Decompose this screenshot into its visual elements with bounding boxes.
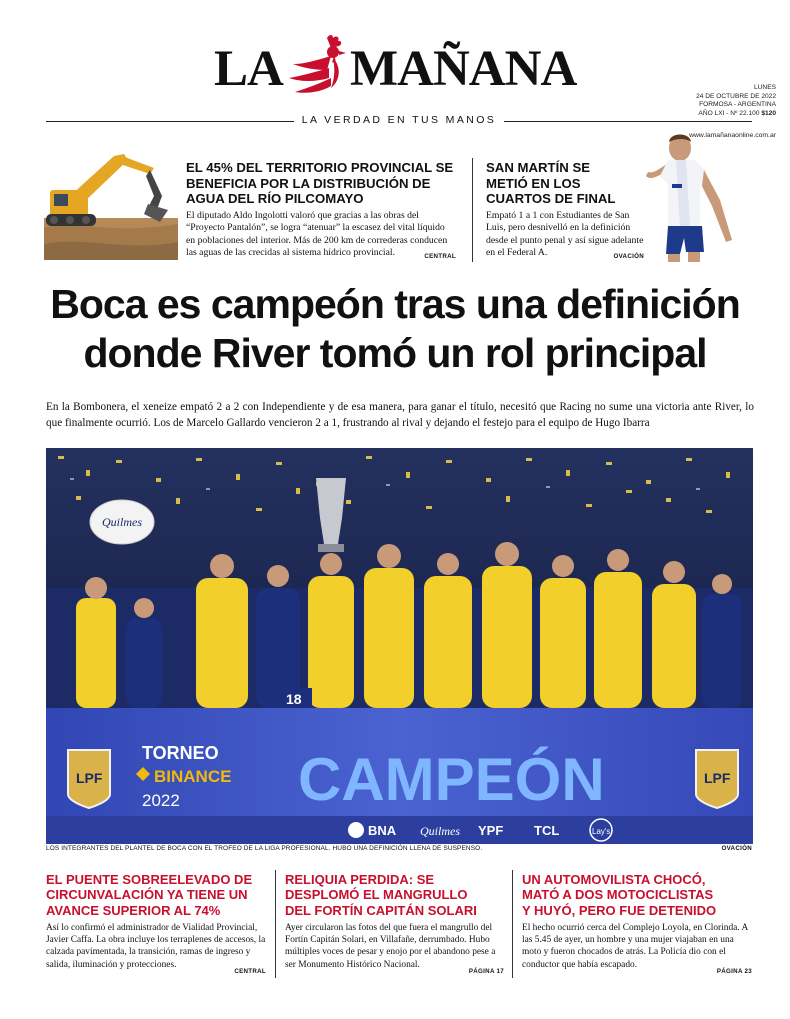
logo-text-la: LA: [214, 41, 283, 97]
issue-price: $120: [761, 109, 776, 117]
rooster-logo-icon: [287, 34, 349, 100]
lpf-logo-right: LPF: [704, 770, 731, 786]
bottom-2-title[interactable]: RELIQUIA PERDIDA: SE DESPLOMÓ EL MANGRULLO DEL FORTÍN CAPITÁN SOLARI: [285, 872, 477, 918]
tagline-row: [46, 114, 752, 130]
bottom-2-body: Ayer circularon las fotos del que fuera el mangrullo del Fortín Capitán Solari, en Villafañe, derrumbado. Hubo múltiples voces de pesar y enojo por el abandono pese a ser Monumento Histórico Nacional.: [285, 923, 496, 970]
logo-text-manana: MAÑANA: [350, 41, 577, 97]
teaser-2-section: OVACIÓN: [613, 253, 644, 260]
bottom-divider-1: [275, 870, 276, 978]
teaser-1-body: El diputado Aldo Ingolotti valoró que gracias a las obras del “Proyecto Pantalón”, se logra “atenuar” la escasez del vital líquido en poblaciones del interior. Más de 200 km de correderas conducen las aguas de las crecidas al sistema hídrico provincial.: [186, 210, 448, 259]
tagline-text: LA VERDAD EN TUS MANOS: [294, 114, 504, 126]
date-place: FORMOSA - ARGENTINA: [699, 101, 776, 109]
banner-torneo: TORNEO: [142, 743, 219, 763]
teaser-1-section: CENTRAL: [424, 253, 456, 260]
banner-sponsor: BINANCE: [154, 767, 232, 786]
teaser-divider: [472, 158, 473, 262]
sponsor-bna: BNA: [368, 823, 397, 838]
teaser-2-title[interactable]: SAN MARTÍN SE METIÓ EN LOS CUARTOS DE FINAL: [486, 160, 616, 206]
sponsor-quilmes: Quilmes: [420, 824, 460, 838]
lpf-logo-left: LPF: [76, 770, 103, 786]
bottom-2-page: PÁGINA 17: [468, 968, 504, 975]
bottom-divider-2: [512, 870, 513, 978]
excavator-image: [44, 148, 178, 260]
bottom-3-page: PÁGINA 23: [716, 968, 752, 975]
photo-credit: OVACIÓN: [721, 845, 752, 852]
main-deck: En la Bombonera, el xeneize empató 2 a 2 con Independiente y de esa manera, para ganar el título, necesitó que Racing no sume una victoria ante River, lo que finalmente ocurrió. Los de Marcelo Gallardo vencieron 2 a 1, frustrando al rival y dejando el festejo para el equipo de Hugo Ibarra: [46, 401, 754, 429]
bottom-3-body: El hecho ocurrió cerca del Complejo Loyola, en Clorinda. A las 5.45 de ayer, un hombre y una mujer viajaban en una moto y fueron chocados de atrás. La Policía dio con el conductor que había escapado.: [522, 923, 748, 970]
date-day: LUNES: [754, 84, 776, 91]
photo-caption: LOS INTEGRANTES DEL PLANTEL DE BOCA CON EL TROFEO DE LA LIGA PROFESIONAL. HUBO UNA DEFINICIÓN LLENA DE SUSPENSO.: [46, 845, 483, 852]
date-full: 24 DE OCTUBRE DE 2022: [696, 92, 776, 100]
bottom-3-title[interactable]: UN AUTOMOVILISTA CHOCÓ, MATÓ A DOS MOTOCICLISTAS Y HUYÓ, PERO FUE DETENIDO: [522, 872, 717, 918]
teaser-1-title[interactable]: EL 45% DEL TERRITORIO PROVINCIAL SE BENEFICIA POR LA DISTRIBUCIÓN DE AGUA DEL RÍO PILCOMAYO: [186, 160, 454, 206]
teaser-2-body: Empató 1 a 1 con Estudiantes de San Luis, pero desnivelló en la definición desde el punto penal y así sigue adelante en el Federal A.: [486, 210, 644, 259]
main-photo: [46, 448, 753, 844]
website-url[interactable]: www.lamañanaonline.com.ar: [689, 132, 776, 139]
quilmes-sign: Quilmes: [102, 515, 142, 529]
sponsor-ypf: YPF: [478, 823, 504, 838]
bottom-1-title[interactable]: EL PUENTE SOBREELEVADO DE CIRCUNVALACIÓN YA TIENE UN AVANCE SUPERIOR AL 74%: [46, 872, 253, 918]
sponsor-lays: Lay's: [592, 827, 611, 836]
football-player-image: [646, 130, 742, 262]
issue-number: AÑO LXI - Nº 22.100: [698, 109, 760, 117]
bottom-1-body: Así lo confirmó el administrador de Vialidad Provincial, Javier Caffa. La obra incluye los terraplenes de accesos, la calzada pavimentada, la transición, ramas de ingreso y salida, iluminación y protecciones.: [46, 923, 266, 970]
banner-campeon: CAMPEÓN: [298, 746, 605, 813]
banner-year: 2022: [142, 791, 180, 810]
sponsor-tcl: TCL: [534, 823, 560, 838]
shirt-number: 18: [286, 691, 302, 707]
tagline: [46, 114, 752, 126]
bottom-1-page: CENTRAL: [234, 968, 266, 975]
main-headline[interactable]: Boca es campeón tras una definición donde River tomó un rol principal: [50, 281, 740, 376]
